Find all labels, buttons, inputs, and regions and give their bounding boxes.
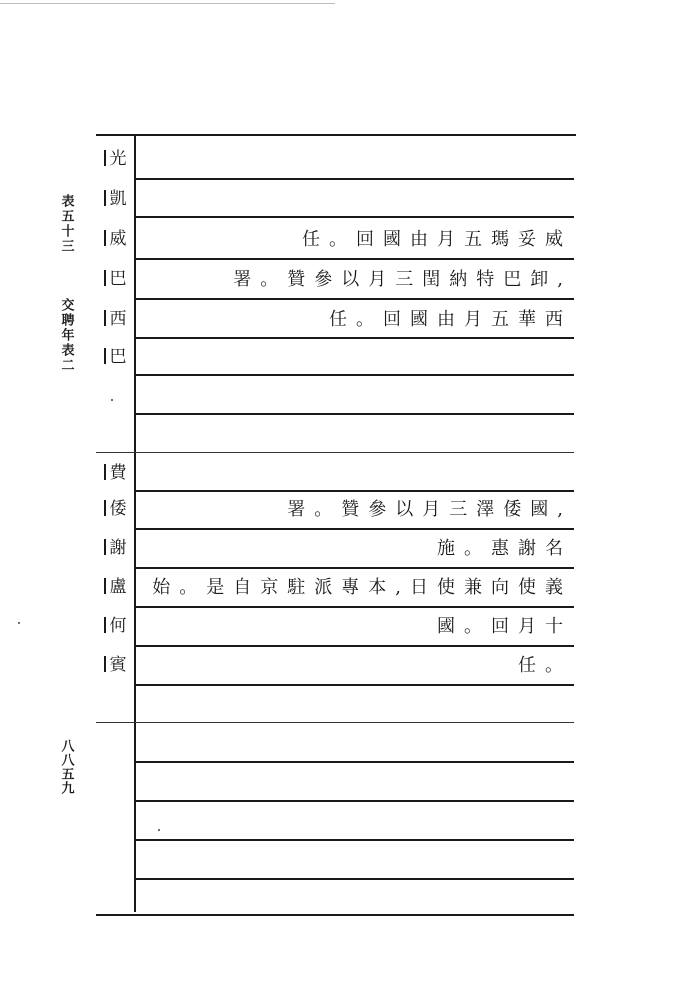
row-divider (134, 839, 574, 841)
envoy-name: 費 (109, 463, 127, 483)
row-divider (134, 178, 574, 180)
row-divider (134, 337, 574, 339)
envoy-name: 賓 (109, 655, 127, 675)
envoy-name: 謝 (109, 538, 127, 558)
row-divider (134, 374, 574, 376)
envoy-name-cell (98, 229, 132, 249)
margin-table-number (58, 194, 84, 254)
name-marker (104, 230, 106, 246)
envoy-name-cell (98, 347, 132, 367)
record-entry: 任。 (518, 655, 572, 676)
record-entry: 任。回國由月五華西 (329, 309, 572, 330)
margin-page-number (58, 739, 84, 795)
record-entry: 署。贊參以月三閏納特巴卸, (233, 269, 572, 290)
envoy-name: 光 (109, 149, 127, 169)
ink-speck (18, 622, 20, 624)
envoy-name: 巴 (109, 269, 127, 289)
row-divider (134, 800, 574, 802)
margin-table-number-text: 表五十三 (58, 194, 74, 254)
row-divider (134, 567, 574, 569)
row-divider (134, 258, 574, 260)
row-divider (134, 645, 574, 647)
name-marker (104, 617, 106, 633)
envoy-name-cell (98, 655, 132, 675)
name-marker (104, 150, 106, 166)
name-marker (104, 270, 106, 286)
row-divider (134, 878, 574, 880)
table-bottom-border (96, 914, 574, 916)
envoy-name-cell (98, 616, 132, 636)
table-top-border (96, 134, 576, 136)
name-marker (104, 656, 106, 672)
record-entry: 國。回月十 (437, 616, 572, 637)
ink-speck (111, 399, 113, 401)
envoy-name-cell (98, 189, 132, 209)
envoy-name-cell (98, 538, 132, 558)
row-divider (134, 606, 574, 608)
row-divider (134, 684, 574, 686)
name-marker (104, 464, 106, 480)
margin-page-number-text: 八八五九 (58, 739, 74, 795)
envoy-name-cell (98, 149, 132, 169)
ink-speck (158, 829, 160, 831)
name-marker (104, 578, 106, 594)
name-marker (104, 500, 106, 516)
envoy-name: 何 (109, 616, 127, 636)
envoy-name-cell (98, 463, 132, 483)
section-divider (96, 452, 574, 453)
record-entry: 署。贊參以月三澤倭國, (287, 499, 572, 520)
row-divider (134, 761, 574, 763)
margin-table-title-text: 交聘年表二 (58, 298, 74, 373)
row-divider (134, 528, 574, 530)
section-divider (96, 722, 574, 723)
envoy-name: 威 (109, 229, 127, 249)
name-marker (104, 190, 106, 206)
name-marker (104, 539, 106, 555)
envoy-name-cell (98, 577, 132, 597)
envoy-name: 西 (109, 309, 127, 329)
record-entry: 始。是自京駐派專本,日使兼向使義 (152, 577, 572, 598)
envoy-name: 倭 (109, 499, 127, 519)
chronology-table (96, 0, 576, 1000)
envoy-name-cell (98, 309, 132, 329)
row-divider (134, 490, 574, 492)
row-divider (134, 298, 574, 300)
envoy-name-cell (98, 499, 132, 519)
record-entry: 施。惠謝名 (437, 538, 572, 559)
row-divider (134, 413, 574, 415)
envoy-name: 凱 (109, 189, 127, 209)
row-divider (134, 216, 574, 218)
margin-table-title (58, 298, 84, 373)
name-marker (104, 310, 106, 326)
record-entry: 任。回國由月五瑪妥威 (302, 229, 572, 250)
name-column-divider (134, 135, 136, 912)
envoy-name: 盧 (109, 577, 127, 597)
name-marker (104, 348, 106, 364)
envoy-name-cell (98, 269, 132, 289)
envoy-name: 巴 (109, 347, 127, 367)
